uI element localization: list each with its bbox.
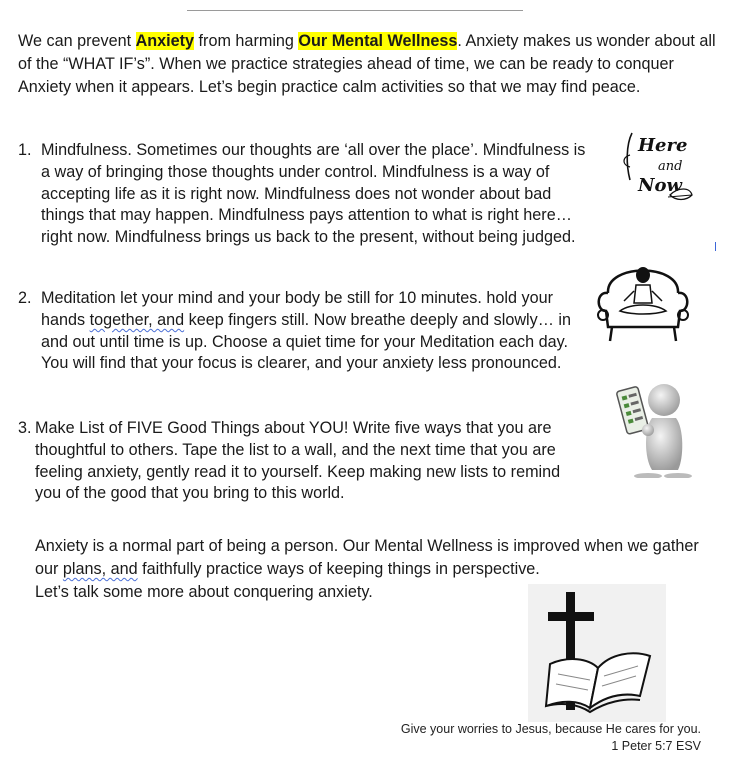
intro-text-2: from harming xyxy=(194,32,299,50)
svg-text:Here: Here xyxy=(638,135,688,156)
spellcheck-underline: together, and xyxy=(89,310,185,329)
cross-and-bible-icon xyxy=(528,584,666,722)
list-item-1 xyxy=(18,140,588,270)
list-text-1: Mindfulness. Sometimes our thoughts are ‘all over the place’. Mindfulness is a way of bringing those thoughts under control. Mindfulness is a way of accepting life as it is right now. Mindfulness does not wonder about bad things that may happen. Mindfulness pays attention to what is right here… right now. Mindfulness brings us back to the present, without being judged. xyxy=(41,141,586,247)
list-item-3 xyxy=(18,418,578,508)
svg-text:and: and xyxy=(658,159,683,174)
list-number-3: 3. xyxy=(18,419,32,437)
here-and-now-icon xyxy=(618,125,696,217)
svg-text:Now: Now xyxy=(638,175,682,196)
list-text-2 xyxy=(41,288,576,375)
intro-text-3: . Anxiety makes us wonder about all of the “WHAT IF’s”. When we practice strategies ahead of time, we can be ready to conquer Anxiety when it appears. Let’s begin practice calm activities so that we may find peace. xyxy=(18,32,716,96)
closing-text-a: Anxiety is a normal part of being a person. Our Mental Wellness is improved when we gather our xyxy=(35,537,699,578)
list-text-3: Make List of FIVE Good Things about YOU! Write five ways that you are thoughtful to others. Tape the list to a wall, and the next time that you are feeling anxiety, gently read it to yourself. Keep making new lists to remind you of the good that you bring to this world. xyxy=(35,419,561,503)
list-figure-icon xyxy=(612,378,702,478)
intro-text-1: We can prevent xyxy=(18,32,136,50)
closing-text-b: faithfully practice ways of keeping things in perspective. xyxy=(137,560,540,578)
list-number-2: 2. xyxy=(18,289,32,307)
highlight-anxiety: Anxiety xyxy=(135,32,195,50)
caption-line-1: Give your worries to Jesus, because He cares for you. xyxy=(400,722,701,736)
caption-reference: 1 Peter 5:7 ESV xyxy=(611,739,701,753)
intro-paragraph xyxy=(18,30,718,99)
header-rule xyxy=(187,10,523,11)
scripture-caption xyxy=(401,721,701,755)
cursor-mark xyxy=(715,242,716,251)
list-text-2a: Meditation let your mind and your body be still for 10 minutes. hold your hands xyxy=(41,289,553,329)
spellcheck-underline-2: plans, and xyxy=(62,560,138,578)
closing-text-line3: Let’s talk some more about conquering anxiety. xyxy=(35,583,373,601)
list-text-2b: keep fingers still. Now breathe deeply and slowly… in and out until time is up. Choose a quiet time for your Meditation each day. You will find that your focus is clearer, and your anxiety less pronounced. xyxy=(41,310,572,373)
highlight-mental-wellness: Our Mental Wellness xyxy=(298,32,458,50)
meditation-icon xyxy=(594,255,692,345)
list-item-2 xyxy=(18,288,578,398)
list-number-1: 1. xyxy=(18,141,32,159)
